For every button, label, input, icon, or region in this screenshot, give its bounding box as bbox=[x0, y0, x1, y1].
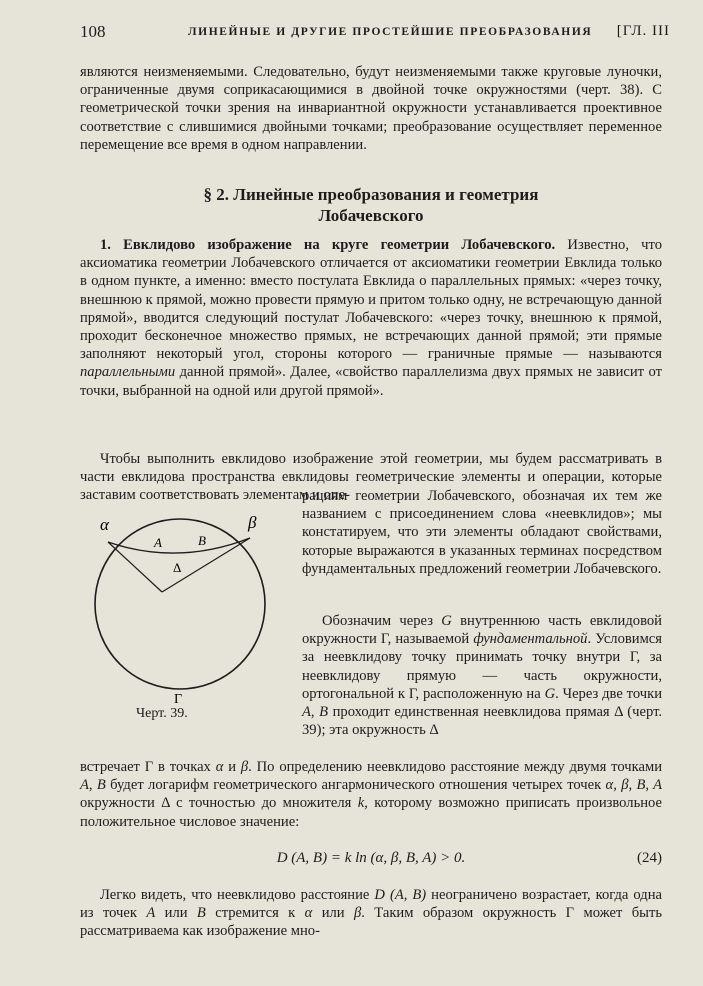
figure-39 bbox=[80, 500, 290, 730]
term-fundamental: фундаментальной bbox=[473, 631, 588, 648]
p5-d: , bbox=[88, 777, 97, 794]
term-parallel: параллельными bbox=[80, 364, 176, 381]
label-beta: β bbox=[248, 513, 257, 532]
label-alpha: α bbox=[100, 515, 109, 534]
p5-c: . По определению неевклидово расстояние между двумя точками bbox=[248, 759, 663, 775]
equation-number: (24) bbox=[637, 850, 662, 866]
label-A: A bbox=[154, 535, 162, 550]
p5-e: будет логарифм геометрического ангармонического отношения четырех точек bbox=[105, 777, 606, 794]
p5-beta: β bbox=[240, 759, 249, 775]
paragraph-2 bbox=[80, 236, 662, 400]
p5-B: B bbox=[96, 777, 106, 794]
p6-b: неограничено возрастает, когда одна из точек bbox=[80, 887, 663, 922]
running-title: ЛИНЕЙНЫЕ И ДРУГИЕ ПРОСТЕЙШИЕ ПРЕОБРАЗОВАНИЯ bbox=[188, 26, 593, 38]
p4-G: G bbox=[441, 613, 452, 629]
formula-text: D (A, B) = k ln (α, β, B, A) > 0. bbox=[276, 850, 466, 866]
p4-c: . Условимся за неевклидову точку принимать точку внутри Γ, за неевклидову прямую — часть окружности, ортогональной к Γ, расположенную на bbox=[302, 631, 662, 702]
label-B: B bbox=[198, 533, 206, 548]
p5-k: k bbox=[357, 795, 365, 812]
page-number: 108 bbox=[80, 22, 106, 41]
section-title-line-2: Лобачевского bbox=[318, 206, 424, 225]
p6-D: D (A, B) bbox=[374, 887, 427, 903]
p6-a: Легко видеть, что неевклидово расстояние bbox=[100, 887, 375, 903]
subsection-heading: 1. Евклидово изображение на круге геометрии Лобачевского. bbox=[100, 237, 556, 253]
p5-points: α, β, B, A bbox=[605, 777, 663, 794]
p4-G2: G bbox=[544, 685, 556, 702]
section-title bbox=[80, 184, 662, 226]
p6-A: A bbox=[146, 905, 156, 922]
p4-a: Обозначим через bbox=[322, 613, 442, 629]
paragraph-1: являются неизменяемыми. Следовательно, будут неизменяемыми также круговые луночки, ограниченные двумя соприкасающимися в двойной точке окружностями (черт. 38). С геометрической точки зрения на инвариантной окружности устанавливается проективное соответствие с слившимися двойными точками; преобразование осуществляет переменное перемещение все время в одном направлении. bbox=[80, 64, 662, 153]
chapter-label: [ГЛ. III bbox=[616, 23, 670, 39]
formula-24 bbox=[80, 850, 662, 872]
p5-A: A bbox=[80, 777, 89, 794]
p4-b: внутреннюю часть евклидовой окружности Γ, называемой bbox=[302, 613, 662, 648]
p4-f: проходит единственная неевклидова прямая Δ (черт. 39); эта окружность Δ bbox=[302, 704, 663, 739]
label-gamma: Γ bbox=[174, 692, 183, 707]
paragraph-3: Чтобы выполнить евклидово изображение этой геометрии, мы будем рассматривать в части евклидова пространства евклидовы геометрические элементы и операции, которые заставим соответствовать элементам и опе- bbox=[80, 451, 662, 504]
label-delta: Δ bbox=[173, 560, 182, 575]
p6-c: или bbox=[155, 905, 197, 922]
paragraph-4 bbox=[302, 612, 662, 739]
p6-B: B bbox=[196, 905, 206, 922]
p5-g: , которому возможно приписать произвольное положительное числовое значение: bbox=[80, 795, 662, 830]
p5-b: и bbox=[223, 759, 241, 775]
paragraph-5 bbox=[80, 758, 662, 831]
paragraph-3-continued: рациям геометрии Лобачевского, обозначая их тем же названием с присоединением слова «неевклидов»; мы констатируем, что эти элементы обладают свойствами, которые выражаются в указанных терминах посредством фундаментальных предложений геометрии Лобачевского. bbox=[302, 488, 662, 577]
figure-caption: Черт. 39. bbox=[136, 706, 188, 721]
p5-f: окружности Δ с точностью до множителя bbox=[80, 795, 358, 812]
p4-A: A bbox=[302, 704, 311, 721]
p6-f: . Таким образом окружность Γ может быть рассматриваема как изображение мно- bbox=[80, 905, 663, 940]
paragraph-2-text-b: данной прямой». Далее, «свойство параллелизма двух прямых не зависит от точки, выбранной на одной или другой прямой». bbox=[80, 364, 662, 399]
p4-e: , bbox=[310, 704, 320, 721]
section-title-line-1: § 2. Линейные преобразования и геометрия bbox=[203, 185, 539, 204]
paragraph-2-text-a: Известно, что аксиоматика геометрии Лобачевского отличается от аксиоматики геометрии Евклида только в одном пункте, а именно: вместо постулата Евклида о параллельных прямых: «через точку, внешнюю к прямой, можно провести прямую и притом только одну, не встречающую данной прямой», вводится следующий постулат Лобачевского: «через точку, внешнюю к прямой, проходит бесконечное множество прямых, не встречающих данной прямой; эти прямые заполняют некоторый угол, стороны которого — граничные прямые — называются bbox=[80, 237, 662, 363]
p5-a: встречает Γ в точках bbox=[80, 759, 216, 775]
p4-B: B bbox=[319, 704, 329, 721]
p4-d: . Через две точки bbox=[555, 685, 663, 702]
paragraph-6 bbox=[80, 886, 662, 941]
p6-beta: β bbox=[353, 905, 362, 922]
page-header bbox=[80, 22, 670, 46]
p5-alpha: α bbox=[215, 759, 224, 775]
p6-e: или bbox=[312, 905, 354, 922]
p6-d: стремится к bbox=[205, 905, 305, 922]
p6-alpha: α bbox=[304, 905, 313, 922]
